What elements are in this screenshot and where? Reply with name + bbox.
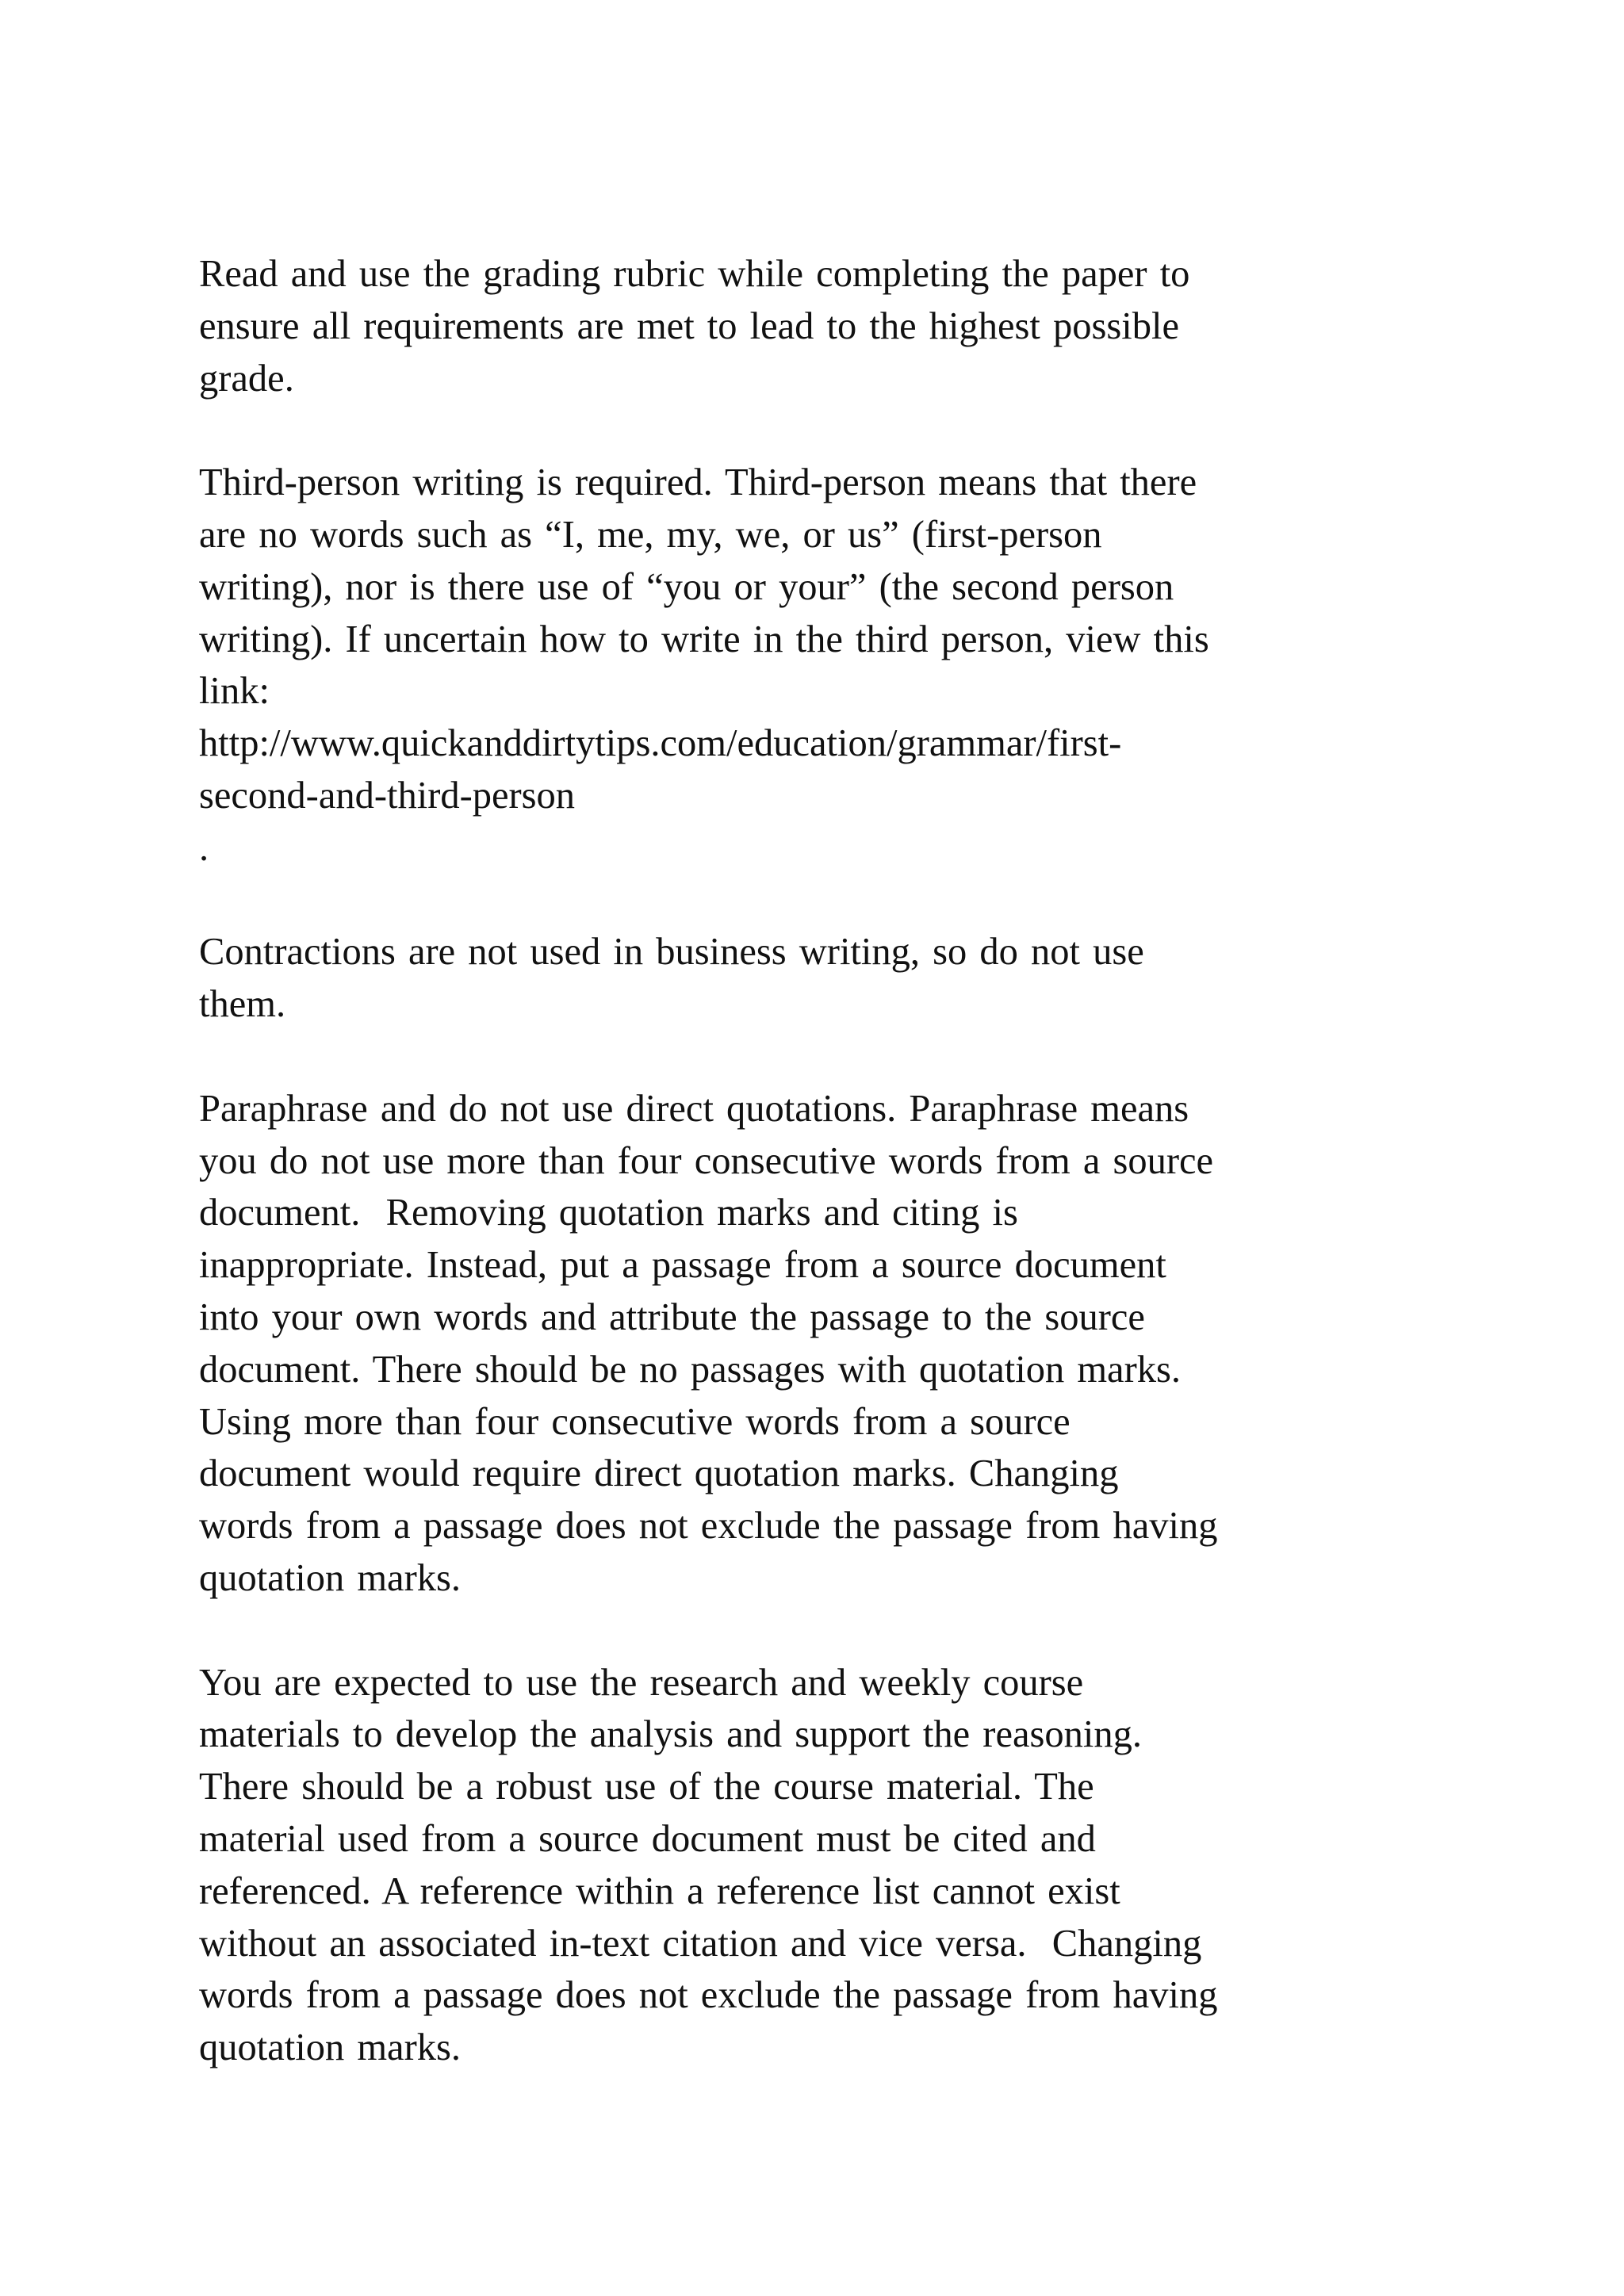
paragraph-paraphrase-line: Paraphrase and do not use direct quotations. Paraphrase means — [199, 1087, 1189, 1130]
third-person-link-line: http://www.quickanddirtytips.com/education/grammar/first- — [199, 722, 1122, 765]
third-person-link-line: second-and-third-person — [199, 774, 576, 817]
paragraph-third-person-line: . — [199, 826, 209, 869]
paragraph-paraphrase-line: into your own words and attribute the passage to the source — [199, 1295, 1145, 1338]
paragraph-contractions-line: Contractions are not used in business writing, so do not use — [199, 931, 1144, 974]
paragraph-research-line: You are expected to use the research and weekly course — [199, 1661, 1084, 1704]
paragraph-paraphrase-line: quotation marks. — [199, 1556, 461, 1599]
paragraph-spacer — [199, 1605, 1436, 1657]
paragraph-rubric-line: ensure all requirements are met to lead to the highest possible — [199, 304, 1179, 347]
paragraph-third-person-line: are no words such as “I, me, my, we, or us” (first-person — [199, 513, 1102, 556]
paragraph-paraphrase-line: you do not use more than four consecutive words from a source — [199, 1139, 1214, 1182]
paragraph-research-line: without an associated in-text citation and vice versa. Changing — [199, 1922, 1202, 1965]
paragraph-research-line: referenced. A reference within a reference list cannot exist — [199, 1869, 1120, 1912]
paragraph-paraphrase-line: Using more than four consecutive words from a source — [199, 1400, 1071, 1443]
paragraph-third-person-line: writing), nor is there use of “you or your” (the second person — [199, 565, 1174, 608]
paragraph-paraphrase-line: words from a passage does not exclude the passage from having — [199, 1505, 1218, 1548]
paragraph-contractions-line: them. — [199, 983, 286, 1026]
paragraph-spacer — [199, 874, 1436, 927]
paragraph-paraphrase-line: document. There should be no passages with quotation marks. — [199, 1348, 1181, 1391]
paragraph-third-person-line: link: — [199, 670, 270, 713]
paragraph-third-person-line: Third-person writing is required. Third-person means that there — [199, 461, 1197, 504]
paragraph-rubric-line: Read and use the grading rubric while completing the paper to — [199, 253, 1190, 295]
paragraph-research-line: There should be a robust use of the course material. The — [199, 1766, 1094, 1808]
paragraph-research-line: material used from a source document must be cited and — [199, 1817, 1096, 1860]
paragraph-paraphrase-line: document would require direct quotation marks. Changing — [199, 1452, 1119, 1495]
paragraph-rubric-line: grade. — [199, 357, 294, 400]
paragraph-research-line: materials to develop the analysis and support the reasoning. — [199, 1713, 1142, 1756]
paragraph-third-person-line: writing). If uncertain how to write in the third person, view this — [199, 618, 1209, 660]
paragraph-paraphrase-line: document. Removing quotation marks and citing is — [199, 1192, 1018, 1234]
paragraph-spacer — [199, 1031, 1436, 1083]
paragraph-spacer — [199, 404, 1436, 457]
paragraph-paraphrase-line: inappropriate. Instead, put a passage from a source document — [199, 1244, 1166, 1287]
paragraph-research-line: quotation marks. — [199, 2026, 461, 2069]
document-body — [199, 248, 1436, 2074]
paragraph-research-line: words from a passage does not exclude the passage from having — [199, 1974, 1218, 2017]
